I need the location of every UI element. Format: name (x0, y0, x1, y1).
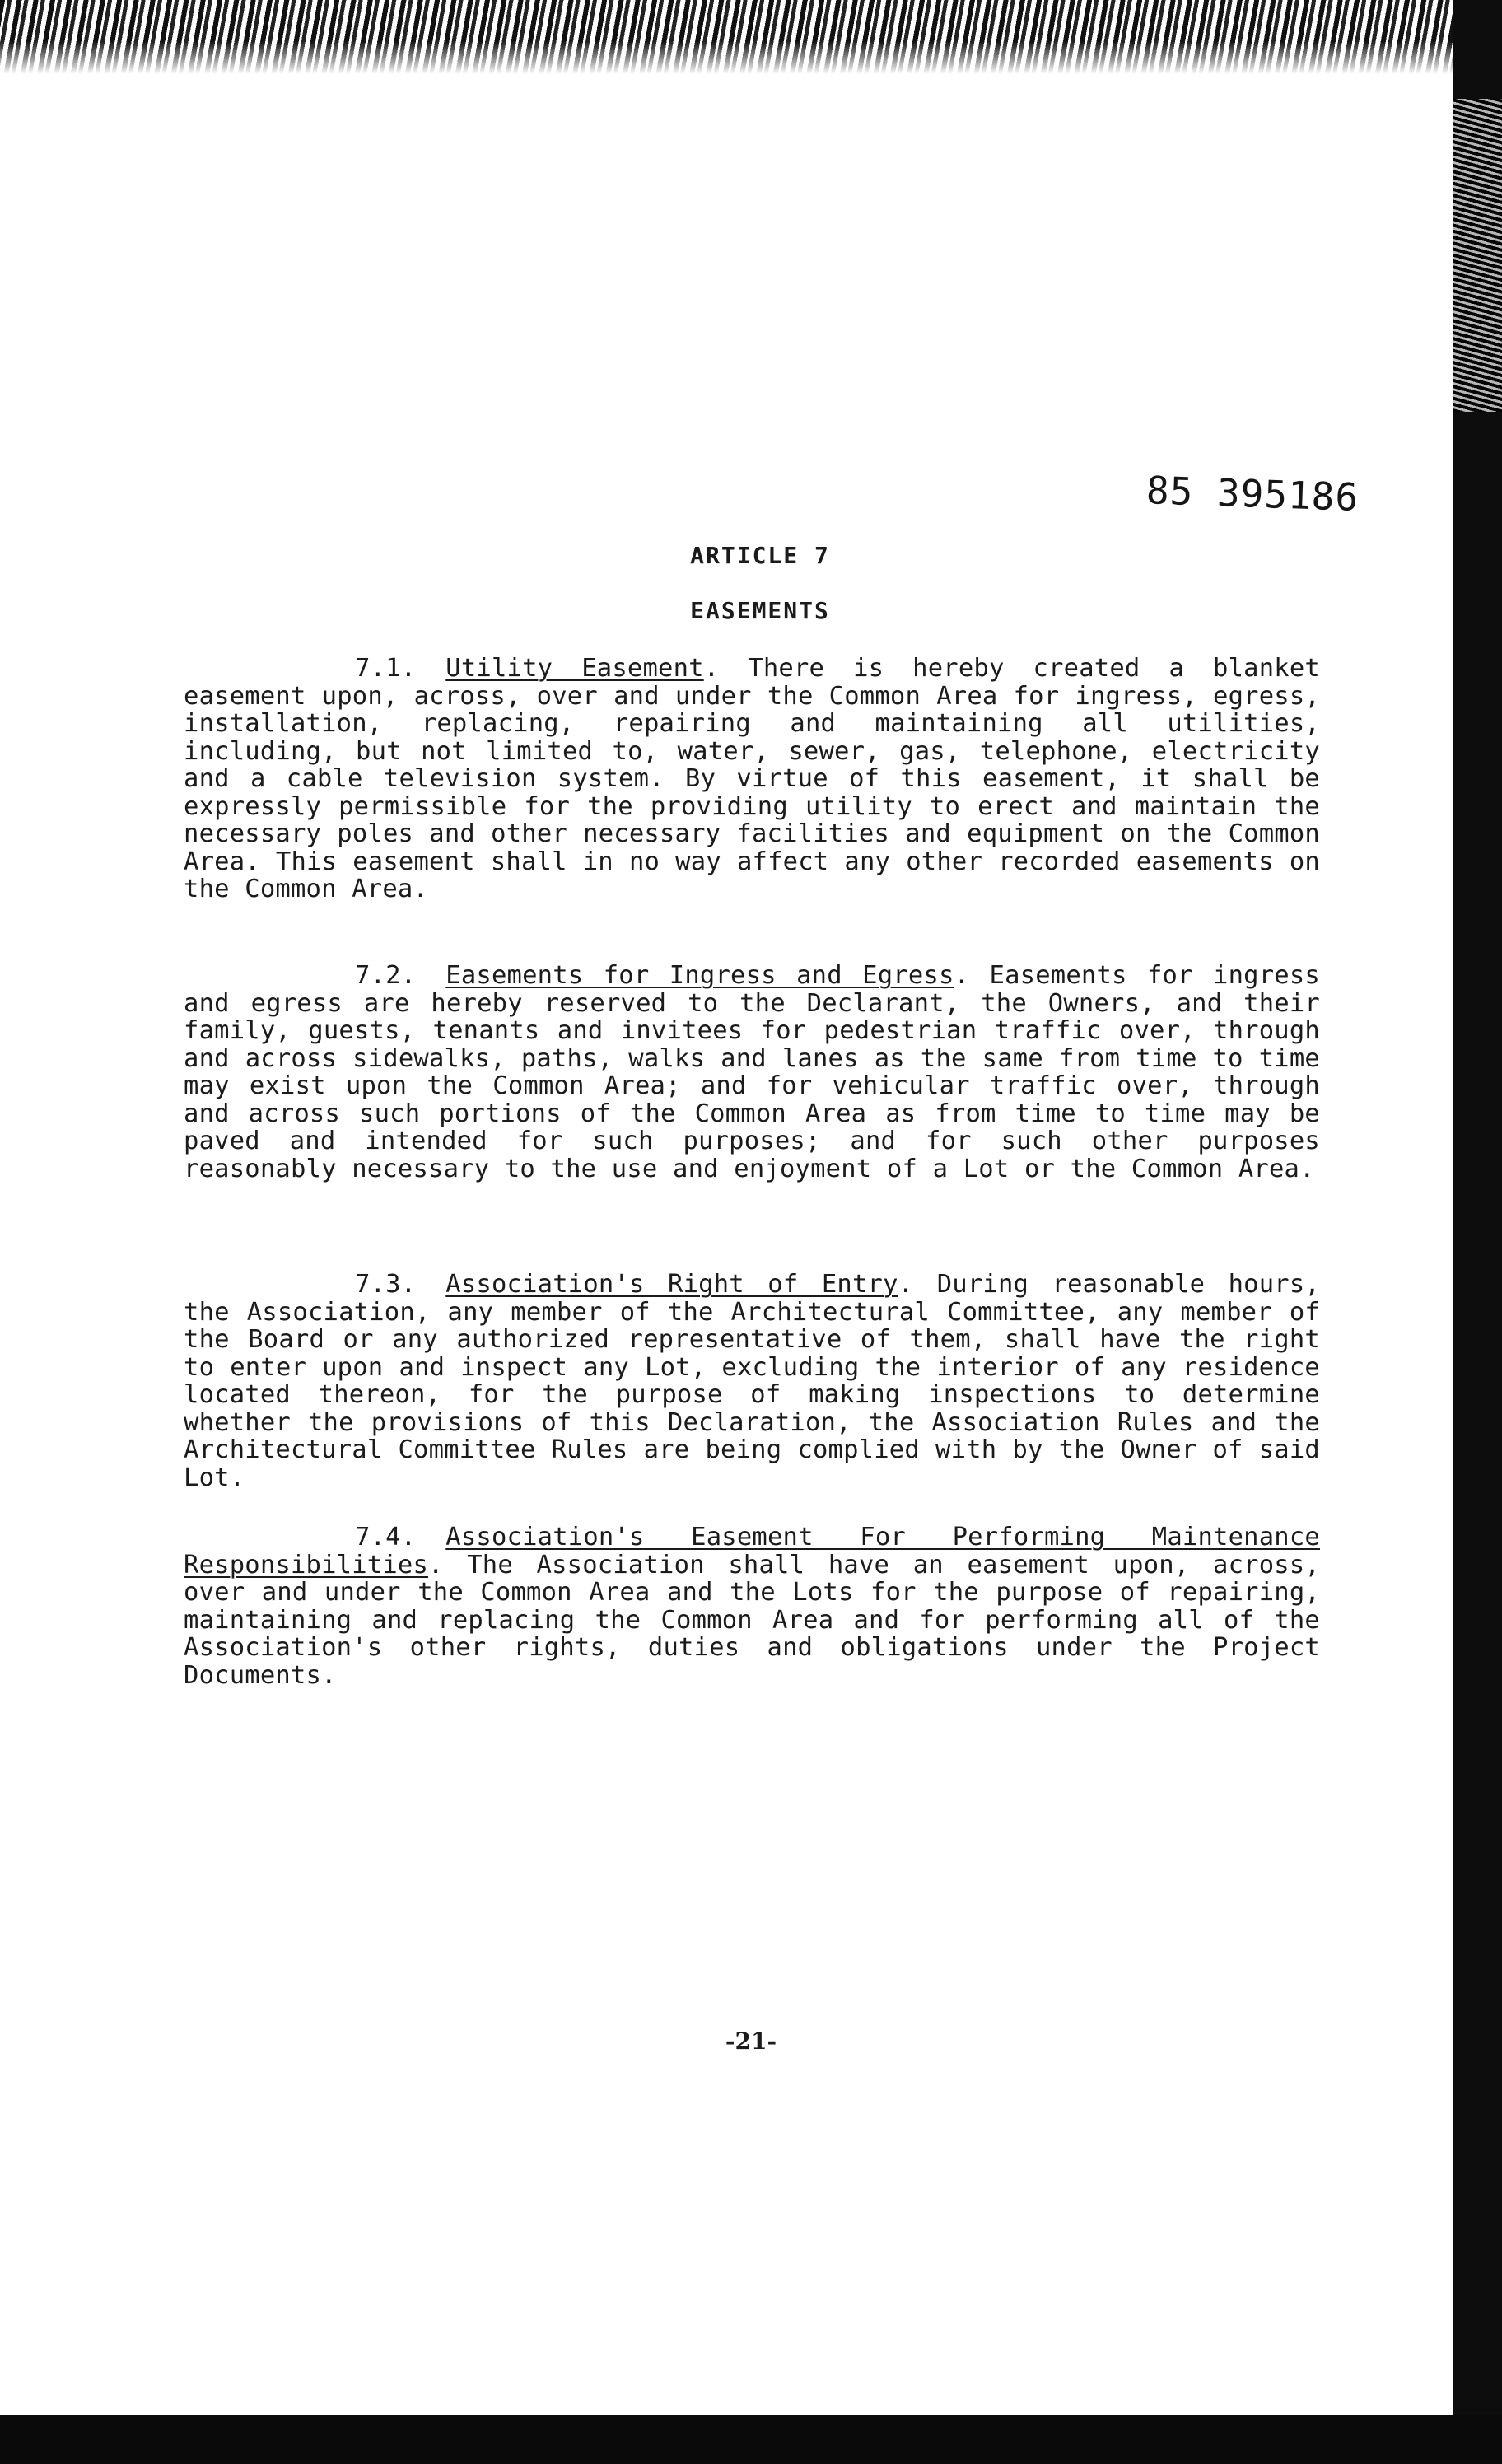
section-number: 7.3. (355, 1270, 417, 1299)
section-7-2 (184, 962, 1320, 1183)
section-7-1 (184, 655, 1320, 903)
scan-artifact-top (0, 0, 1502, 74)
recording-number: 85 395186 (1145, 468, 1360, 520)
article-subtitle: EASEMENTS (690, 597, 830, 624)
section-number: 7.2. (355, 961, 417, 990)
section-paragraph (184, 962, 1320, 1183)
section-paragraph (184, 1524, 1320, 1689)
section-caption: Association's Right of Entry (445, 1270, 898, 1299)
section-number: 7.4. (355, 1523, 417, 1552)
section-paragraph (184, 655, 1320, 903)
article-title: ARTICLE 7 (690, 542, 830, 569)
section-7-4 (184, 1524, 1320, 1689)
section-caption: Easements for Ingress and Egress (445, 961, 954, 990)
section-7-3 (184, 1271, 1320, 1491)
page-number: -21- (725, 2028, 777, 2055)
section-body: . Easements for ingress and egress are hereby reserved to the Declarant, the Owners, and their family, guests, tenants and invitees for pedestrian traffic over, through and across sidewalks, paths, walks and lanes as the same from time to time may exist upon the Common Area; and for vehicular traffic over, through and across such portions of the Common Area as from time to time may be paved and intended for such purposes; and for such other purposes reasonably necessary to the use and enjoyment of a Lot or the Common Area. (184, 961, 1320, 1183)
scan-artifact-bottom (0, 2415, 1502, 2464)
section-body: . During reasonable hours, the Association, any member of the Architectural Committee, any member of the Board or any authorized representative of them, shall have the right to enter upon and inspect any Lot, excluding the interior of any residence located thereon, for the purpose of making inspections to determine whether the provisions of this Declaration, the Association Rules and the Architectural Committee Rules are being complied with by the Owner of said Lot. (184, 1270, 1320, 1492)
section-body: . The Association shall have an easement upon, across, over and under the Common Area and the Lots for the purpose of repairing, maintaining and replacing the Common Area and for performing all of the Association's other rights, duties and obligations under the Project Documents. (184, 1550, 1320, 1690)
section-caption: Association's Easement For Performing Maintenance Responsibilities (184, 1523, 1320, 1580)
section-paragraph (184, 1271, 1320, 1491)
section-number: 7.1. (355, 654, 417, 683)
section-caption: Utility Easement (445, 654, 704, 683)
scan-speckle (1453, 99, 1502, 412)
scan-artifact-right (1453, 0, 1502, 2464)
section-body: . There is hereby created a blanket easement upon, across, over and under the Common Area for ingress, egress, installation, replacing, repairing and maintaining all utilities, including, but not limited to, water, sewer, gas, telephone, electricity and a cable television system. By virtue of this easement, it shall be expressly permissible for the providing utility to erect and maintain the necessary poles and other necessary facilities and equipment on the Common Area. This easement shall in no way affect any other recorded easements on the Common Area. (184, 654, 1320, 903)
